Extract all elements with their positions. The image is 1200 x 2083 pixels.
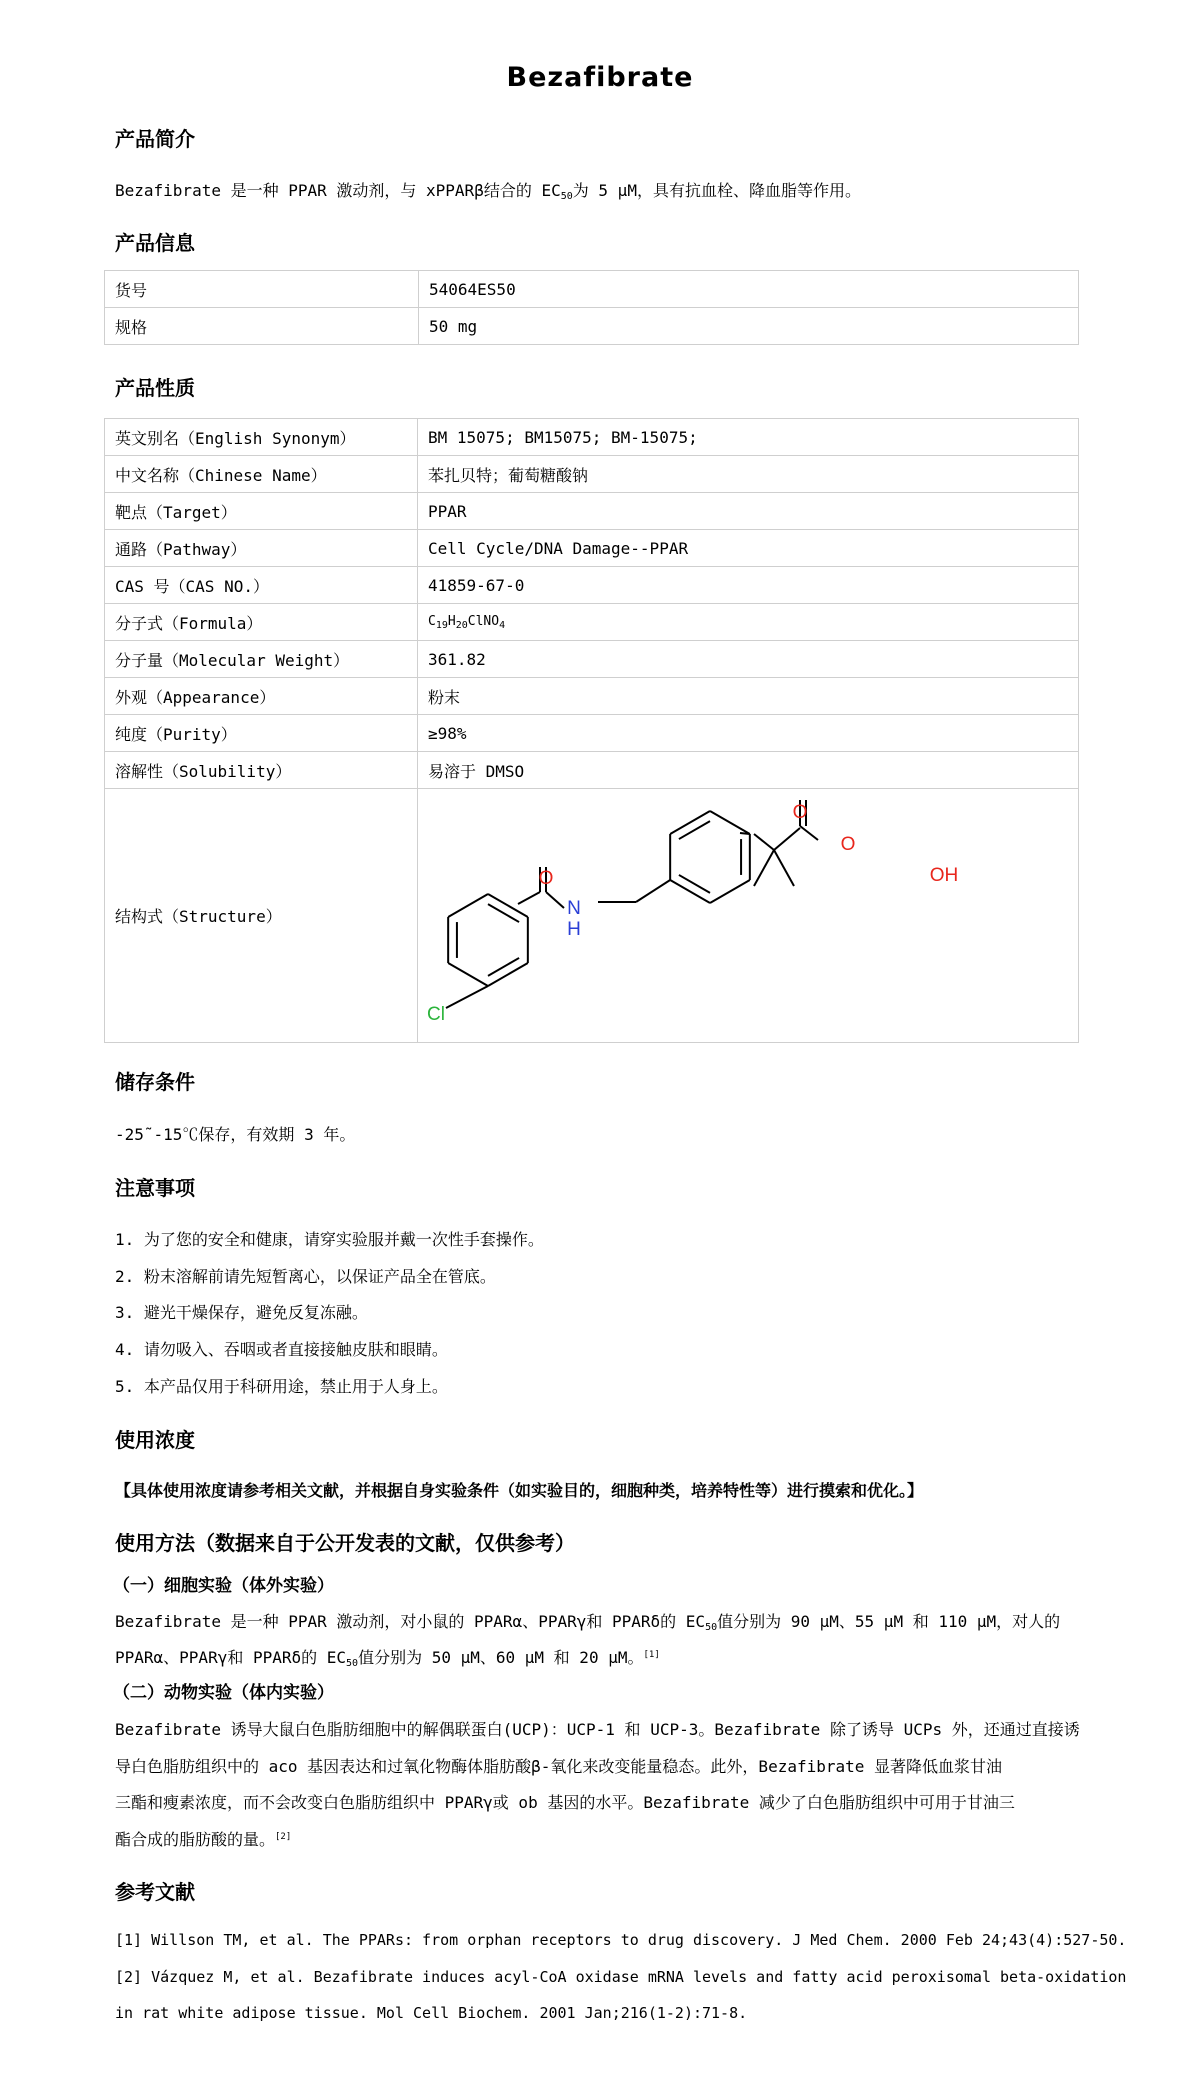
reference-item: [2] Vázquez M, et al. Bezafibrate induces acyl-CoA oxidase mRNA levels and fatty acid peroxisomal beta-oxidation bbox=[115, 1968, 1127, 1986]
table-row bbox=[105, 715, 1079, 752]
hydrogen-atom-label: H bbox=[567, 919, 581, 940]
bond-line bbox=[754, 850, 774, 886]
info-table bbox=[104, 270, 1079, 345]
page-title: Bezafibrate bbox=[506, 62, 694, 93]
heading-info: 产品信息 bbox=[115, 231, 195, 255]
formula-c: C bbox=[428, 613, 436, 629]
bond-line bbox=[636, 880, 670, 902]
property-value: 361.82 bbox=[418, 641, 1079, 678]
heading-properties: 产品性质 bbox=[115, 376, 195, 400]
structure-bonds bbox=[446, 800, 818, 1008]
animal-text-line4 bbox=[115, 1827, 291, 1850]
list-item: 4. 请勿吸入、吞咽或者直接接触皮肤和眼睛。 bbox=[115, 1340, 448, 1359]
formula-c-count: 19 bbox=[435, 619, 448, 631]
property-key: 靶点（Target） bbox=[105, 493, 418, 530]
cell-ec-sub: 50 bbox=[346, 1658, 359, 1669]
chlorine-atom-label: Cl bbox=[427, 1004, 445, 1025]
list-item: 5. 本产品仅用于科研用途，禁止用于人身上。 bbox=[115, 1377, 448, 1396]
property-value: PPAR bbox=[418, 493, 1079, 530]
bond-line bbox=[670, 880, 710, 903]
cell-text-line2 bbox=[115, 1645, 660, 1669]
bond-line bbox=[740, 833, 750, 834]
info-key: 规格 bbox=[105, 308, 419, 345]
concentration-text: 【具体使用浓度请参考相关文献，并根据自身实验条件（如实验目的，细胞种类，培养特性等）进行摸索和优化。】 bbox=[115, 1481, 924, 1500]
cell-text-c: PPARα、PPARγ和 PPARδ的 EC bbox=[115, 1648, 347, 1667]
table-row bbox=[105, 308, 1079, 345]
property-value: ≥98% bbox=[418, 715, 1079, 752]
cell-text-d: 值分别为 50 μM、60 μM 和 20 μM。 bbox=[358, 1648, 644, 1667]
bond-line bbox=[488, 894, 528, 917]
property-key: CAS 号（CAS NO.） bbox=[105, 567, 418, 604]
property-value: 苯扎贝特；葡萄糖酸钠 bbox=[418, 456, 1079, 493]
bond-line bbox=[710, 880, 750, 903]
bond-line bbox=[800, 826, 818, 840]
table-row bbox=[105, 456, 1079, 493]
bond-line bbox=[774, 850, 794, 886]
info-value: 50 mg bbox=[419, 308, 1079, 345]
table-row bbox=[105, 678, 1079, 715]
formula-h: H bbox=[447, 613, 456, 629]
reference-item: [1] Willson TM, et al. The PPARs: from orphan receptors to drug discovery. J Med Chem. 2000 Feb 24;43(4):527-50. bbox=[115, 1931, 1127, 1949]
nitrogen-atom-label: N bbox=[567, 898, 581, 919]
formula-o-count: 4 bbox=[499, 619, 506, 631]
cell-ec-sub: 50 bbox=[705, 1622, 718, 1633]
table-row bbox=[105, 789, 1079, 1043]
bond-line bbox=[518, 892, 540, 904]
formula-h-count: 20 bbox=[455, 619, 468, 631]
structure-key: 结构式（Structure） bbox=[105, 789, 418, 1043]
cell-text-line1 bbox=[115, 1609, 1060, 1633]
table-row bbox=[105, 752, 1079, 789]
list-item: 2. 粉末溶解前请先短暂离心，以保证产品全在管底。 bbox=[115, 1267, 496, 1286]
info-key: 货号 bbox=[105, 271, 419, 308]
property-key: 分子式（Formula） bbox=[105, 604, 418, 641]
property-value: Cell Cycle/DNA Damage--PPAR bbox=[418, 530, 1079, 567]
table-row bbox=[105, 419, 1079, 456]
cell-text-a: Bezafibrate 是一种 PPAR 激动剂，对小鼠的 PPARα、PPARγ和 PPARδ的 EC bbox=[115, 1612, 706, 1631]
property-key: 中文名称（Chinese Name） bbox=[105, 456, 418, 493]
animal-text-line: 三酯和瘦素浓度，而不会改变白色脂肪组织中 PPARγ或 ob 基因的水平。Bezafibrate 减少了白色脂肪组织中可用于甘油三 bbox=[115, 1793, 1015, 1812]
animal-text-last: 酯合成的脂肪酸的量。 bbox=[115, 1830, 276, 1849]
heading-intro: 产品简介 bbox=[115, 127, 195, 151]
storage-text: -25˜-15℃保存，有效期 3 年。 bbox=[115, 1125, 356, 1144]
bond-line bbox=[754, 834, 774, 850]
property-key: 英文别名（English Synonym） bbox=[105, 419, 418, 456]
heading-method: 使用方法（数据来自于公开发表的文献，仅供参考） bbox=[115, 1531, 575, 1555]
bond-line bbox=[446, 986, 488, 1008]
cell-text-b: 值分别为 90 μM、55 μM 和 110 μM，对人的 bbox=[717, 1612, 1061, 1631]
property-key: 通路（Pathway） bbox=[105, 530, 418, 567]
properties-table bbox=[104, 418, 1079, 1043]
bond-line bbox=[488, 963, 528, 986]
table-row bbox=[105, 604, 1079, 641]
table-row bbox=[105, 493, 1079, 530]
bond-line bbox=[488, 958, 519, 976]
heading-references: 参考文献 bbox=[115, 1880, 195, 1904]
property-key: 纯度（Purity） bbox=[105, 715, 418, 752]
table-row bbox=[105, 641, 1079, 678]
animal-text-line: Bezafibrate 诱导大鼠白色脂肪细胞中的解偶联蛋白(UCP)：UCP-1 和 UCP-3。Bezafibrate 除了诱导 UCPs 外，还通过直接诱 bbox=[115, 1720, 1080, 1739]
table-row bbox=[105, 530, 1079, 567]
animal-text-line: 导白色脂肪组织中的 aco 基因表达和过氧化物酶体脂肪酸β-氧化来改变能量稳态。此外，Bezafibrate 显著降低血浆甘油 bbox=[115, 1757, 1003, 1776]
bond-line bbox=[710, 811, 750, 834]
formula-value bbox=[418, 604, 1079, 641]
bond-line bbox=[448, 894, 488, 917]
intro-text-b: 为 5 μM，具有抗血栓、降血脂等作用。 bbox=[572, 181, 861, 200]
hydroxyl-label: OH bbox=[929, 865, 959, 886]
oxygen-atom-label: O bbox=[538, 868, 554, 889]
formula-rest: ClNO bbox=[467, 613, 500, 629]
list-item: 1. 为了您的安全和健康，请穿实验服并戴一次性手套操作。 bbox=[115, 1230, 544, 1249]
bond-line bbox=[774, 828, 800, 850]
table-row bbox=[105, 271, 1079, 308]
bond-line bbox=[670, 811, 710, 834]
bond-line bbox=[546, 892, 564, 908]
property-value: 易溶于 DMSO bbox=[418, 752, 1079, 789]
structure-atoms bbox=[427, 802, 958, 1025]
citation-marker: [1] bbox=[643, 1650, 660, 1660]
reference-item: in rat white adipose tissue. Mol Cell Biochem. 2001 Jan;216(1-2):71-8. bbox=[115, 2004, 748, 2022]
property-value: 粉末 bbox=[418, 678, 1079, 715]
bond-line bbox=[448, 963, 488, 986]
property-value: BM 15075; BM15075; BM-15075; bbox=[418, 419, 1079, 456]
structure-diagram bbox=[418, 790, 1078, 1041]
property-key: 分子量（Molecular Weight） bbox=[105, 641, 418, 678]
info-value: 54064ES50 bbox=[419, 271, 1079, 308]
oxygen-atom-label: O bbox=[840, 834, 856, 855]
table-row bbox=[105, 567, 1079, 604]
oxygen-atom-label: O bbox=[792, 802, 808, 823]
heading-storage: 储存条件 bbox=[115, 1070, 195, 1094]
property-value: 41859-67-0 bbox=[418, 567, 1079, 604]
property-key: 溶解性（Solubility） bbox=[105, 752, 418, 789]
intro-ec-sub: 50 bbox=[560, 191, 573, 202]
animal-heading: （二）动物实验（体内实验） bbox=[113, 1683, 334, 1703]
cell-heading: （一）细胞实验（体外实验） bbox=[113, 1576, 334, 1596]
bond-line bbox=[679, 821, 710, 839]
intro-text bbox=[115, 178, 861, 202]
intro-text-a: Bezafibrate 是一种 PPAR 激动剂，与 xPPARβ结合的 EC bbox=[115, 181, 561, 200]
citation-marker: [2] bbox=[275, 1832, 292, 1842]
structure-cell bbox=[418, 789, 1079, 1043]
property-key: 外观（Appearance） bbox=[105, 678, 418, 715]
bond-line bbox=[488, 904, 519, 922]
bond-line bbox=[679, 875, 710, 893]
list-item: 3. 避光干燥保存，避免反复冻融。 bbox=[115, 1303, 368, 1322]
heading-concentration: 使用浓度 bbox=[115, 1428, 195, 1452]
heading-notes: 注意事项 bbox=[115, 1176, 195, 1200]
